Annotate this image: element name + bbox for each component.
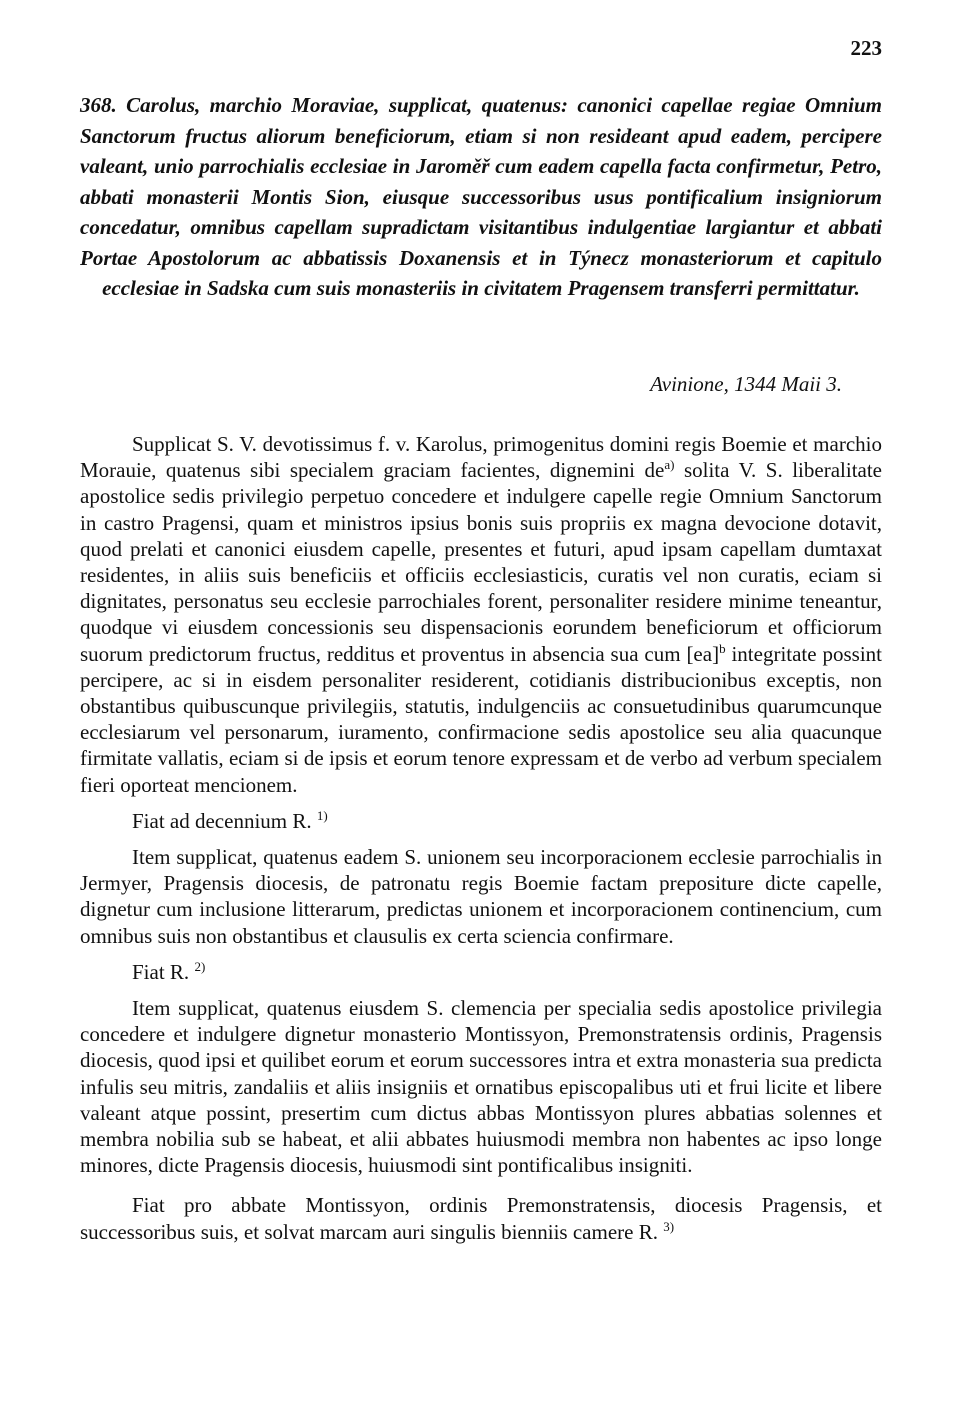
paragraph-fiat-1: Fiat ad decennium R. $^{1)}$ [132,807,328,833]
footnote-marker-a: a) [664,457,675,473]
place-date: Avinione, 1344 Maii 3. [650,372,842,396]
footnote-marker-b: b [719,640,726,656]
regest-number: 368. [80,93,117,117]
paragraph-item-1: Item supplicat, quatenus eadem S. unionem seu incorporacionem ecclesie parrochialis in Jermyer, Pragensis diocesis, de patronatu regis Boemie factam prepositure dicte capelle, dignetur cum inclusione litterarum, predictas unionem et incorporacionem continencium, cum omnibus suis non obstantibus et clausulis ex certa sciencia confirmare. [80,845,882,948]
footnote-marker-3: 3) [663,1218,675,1234]
paragraph-fiat-2: Fiat R. $^{2)}$ [132,958,206,984]
paragraph-fiat-3: Fiat pro abbate Montissyon, ordinis Premonstratensis, diocesis Pragensis, et successoribus suis, et solvat marcam auri singulis bienniis camere R. $^{3)}$ [80,1193,882,1244]
footnote-marker-1: 1) [316,807,328,823]
paragraph-item-2: Item supplicat, quatenus eiusdem S. clemencia per specialia sedis apostolice privilegia concedere et indulgere dignetur monasterio Montissyon, Premonstratensis ordinis, Pragensis diocesis, quod ipsi et quilibet eorum et eorum successores intra et extra monasteria sua predicta infulis seu mitris, zandaliis et aliis insigniis et ornatibus episcopalibus uti et frui licite et libere valeant atque possint, presertim cum dictus abbas Montissyon plures abbatias solennes et membra nobilia sub se habeat, et alii abbates huiusmodi membra non habentes ac ipso longe minores, dicte Pragensis diocesis, huiusmodi sint pontificalibus insigniti. [80,996,882,1178]
regest-text: Carolus, marchio Moraviae, supplicat, quatenus: canonici capellae regiae Omnium Sanctorum fructus aliorum beneficiorum, etiam si non resideant apud eadem, percipere valeant, unio parrochialis ecclesiae in Jaroměř cum eadem capella facta confirmetur, Petro, abbati monasterii Montis Sion, eiusque successoribus usus pontificalium insigniorum concedatur, omnibus capellam supradictam visitantibus indulgentiae largiantur et abbati Portae Apostolorum ac abbatissis Doxanensis et in Týnecz monasteriorum et capitulo ecclesiae in Sadska cum suis monasteriis in civitatem Pragensem transferri permittatur. [80,93,882,300]
paragraph-supplication: Supplicat S. V. devotissimus f. v. Karolus, primogenitus domini regis Boemie et marchio Morauie, quatenus sibi specialem graciam facientes, dignemini $de^{a)}$ solita V. S. liberalitate apostolice sedis privilegio perpetuo concedere et indulgere capelle regie Omnium Sanctorum in castro Pragensi, quam et ministros ipsius bonis suis propriis ex magna devocione dotavit, quod prelati et canonici eiusdem capelle, presentes et futuri, apud ipsam capellam dumtaxat residentes, in aliis suis beneficiis et officiis ecclesiasticis, curatis vel non curatis, eciam si dignitates, personatus seu ecclesie parrochiales forent, personaliter residere minime teneantur, quodque vi eiusdem concessionis seu dispensacionis eorundem beneficiorum et officiorum suorum predictorum fructus, redditus et proventus in absencia sua cum [ea]$^b$ integritate possint percipere, ac si in eisdem personaliter residerent, cotidianis distribucionibus exceptis, non obstantibus quibuscunque privilegiis, statutis, indulgenciis ac consuetudinibus quarumcunque ecclesiarum vel personarum, iuramento, confirmacione sedis apostolice seu alia quacunque firmitate vallatis, eciam si de ipsis et eorum tenore expressam et de verbo ad verbum specialem fieri oporteat mencionem. [80,432,883,797]
footnote-marker-2: 2) [194,958,206,974]
regest-summary [80,90,882,304]
page-number: 223 [850,36,882,60]
document-body [80,431,882,1245]
